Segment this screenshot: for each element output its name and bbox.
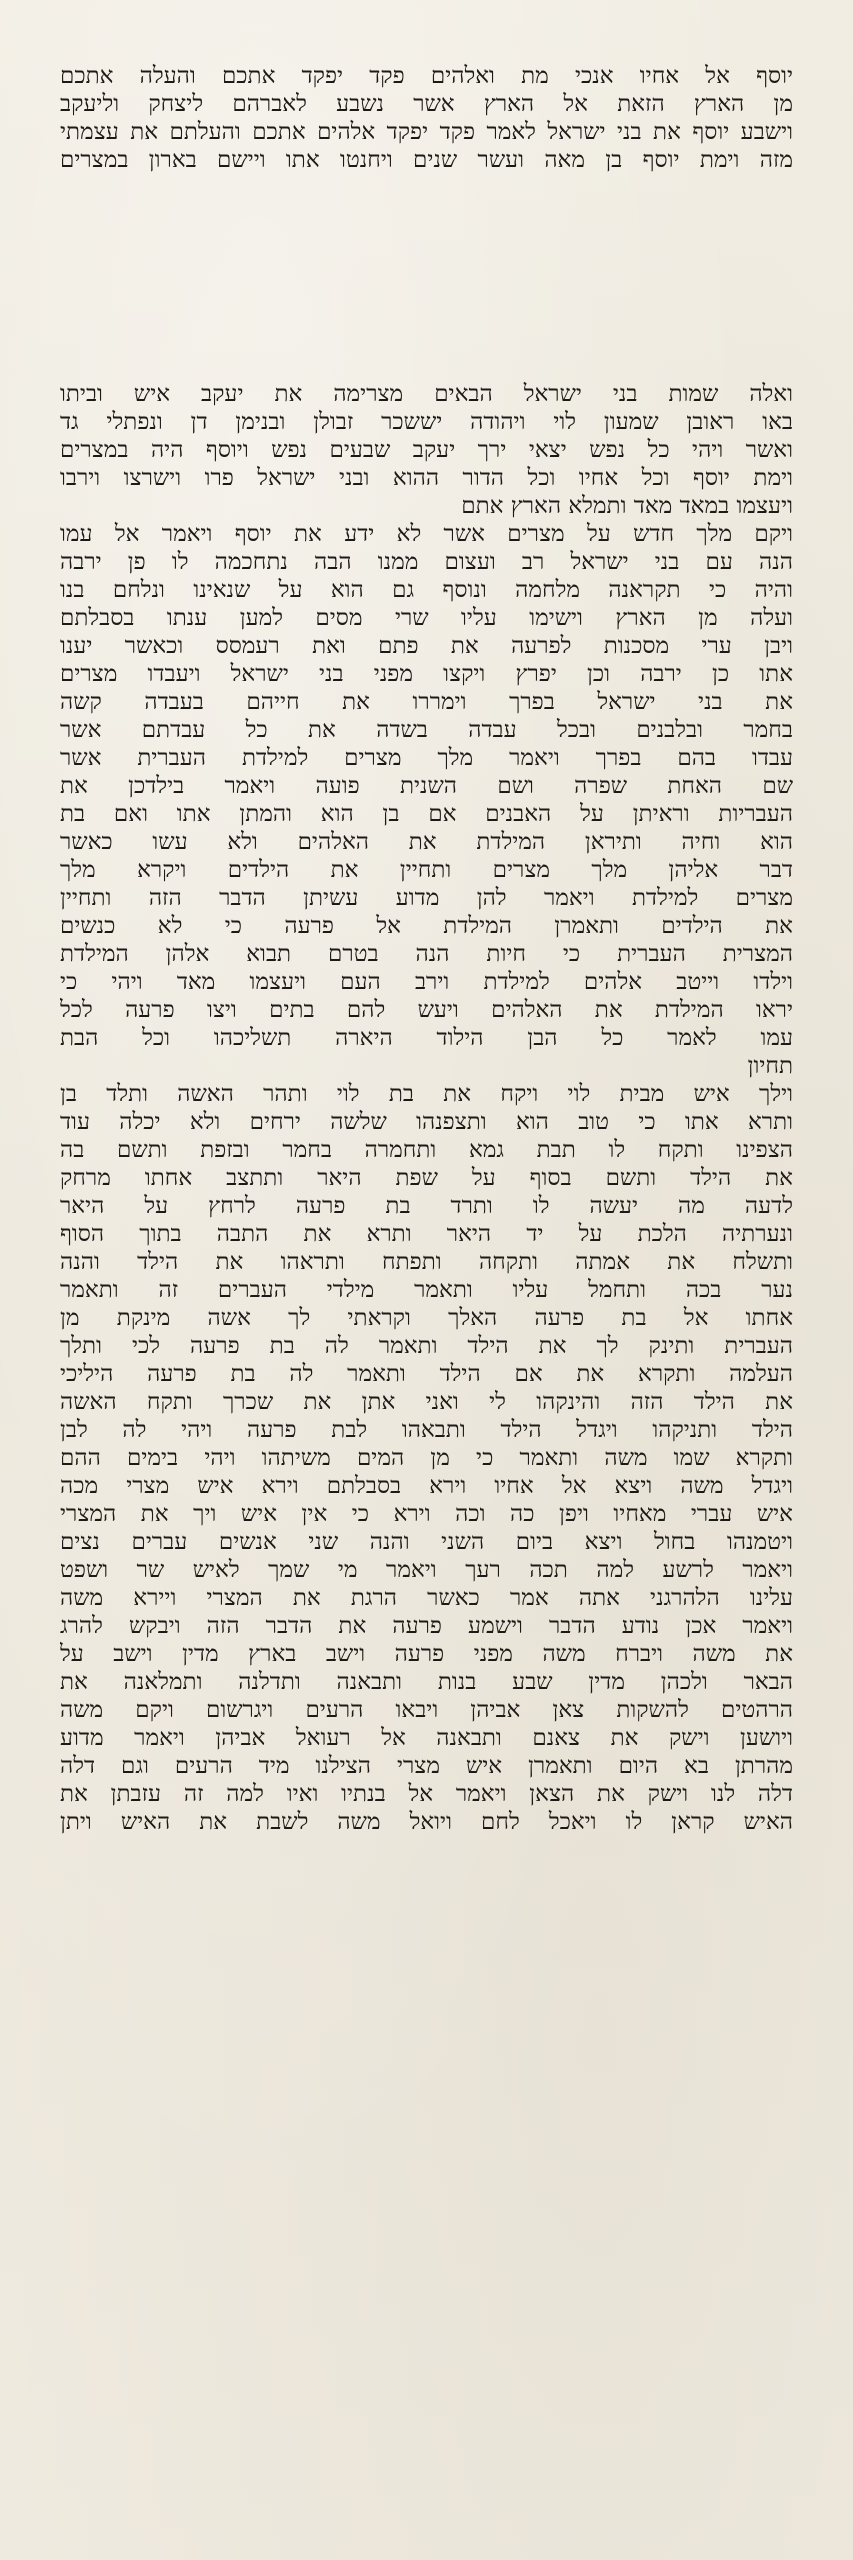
exodus-line: וימת יוסף וכל אחיו וכל הדור ההוא ובני ישראל פרו וישרצו וירבו bbox=[60, 465, 793, 491]
exodus-line: העבריות וראיתן על האבנים אם בן הוא והמתן אתו ואם בת bbox=[60, 801, 793, 827]
exodus-line: העברית ותינק לך את הילד ותאמר לה בת פרעה לכי ותלך bbox=[60, 1333, 793, 1359]
exodus-line: ויאמר לרשע למה תכה רעך ויאמר מי שמך לאיש שר ושפט bbox=[60, 1557, 793, 1583]
exodus-line: וילדו וייטב אלהים למילדת וירב העם ויעצמו מאד ויהי כי bbox=[60, 969, 793, 995]
exodus-line: המצרית העברית כי חיות הנה בטרם תבוא אלהן המילדת bbox=[60, 941, 793, 967]
exodus-line: ויושען וישק את צאנם ותבאנה אל רעואל אביהן ויאמר מדוע bbox=[60, 1725, 793, 1751]
exodus-line: ויעצמו במאד מאד ותמלא הארץ אתם bbox=[461, 493, 793, 519]
genesis-ending-text bbox=[60, 62, 793, 174]
exodus-line: איש עברי מאחיו ויפן כה וכה וירא כי אין איש ויך את המצרי bbox=[60, 1501, 793, 1527]
exodus-line: שם האחת שפרה ושם השנית פועה ויאמר בילדכן את bbox=[60, 773, 793, 799]
exodus-line: ועלה מן הארץ וישימו עליו שרי מסים למען ענתו בסבלתם bbox=[60, 605, 793, 631]
exodus-line: מצרים למילדת ויאמר להן מדוע עשיתן הדבר הזה ותחיין bbox=[60, 885, 793, 911]
exodus-line: אתו כן ירבה וכן יפרץ ויקצו מפני בני ישראל ויעבדו מצרים bbox=[60, 661, 793, 687]
exodus-line: לדעה מה יעשה לו ותרד בת פרעה לרחץ על היאר bbox=[60, 1193, 793, 1219]
exodus-line: וילך איש מבית לוי ויקח את בת לוי ותהר האשה ותלד בן bbox=[60, 1081, 793, 1107]
exodus-line: ויגדל משה ויצא אל אחיו וירא בסבלתם וירא איש מצרי מכה bbox=[60, 1473, 793, 1499]
exodus-line: יראו המילדת את האלהים ויעש להם בתים ויצו פרעה לכל bbox=[60, 997, 793, 1023]
exodus-line: ויאמר אכן נודע הדבר וישמע פרעה את הדבר הזה ויבקש להרג bbox=[60, 1613, 793, 1639]
exodus-line: הנה עם בני ישראל רב ועצום ממנו הבה נתחכמה לו פן ירבה bbox=[60, 549, 793, 575]
exodus-line: דבר אליהן מלך מצרים ותחיין את הילדים ויקרא מלך bbox=[60, 857, 793, 883]
exodus-line: את הילד ותשם בסוף על שפת היאר ותתצב אחתו מרחק bbox=[60, 1165, 793, 1191]
genesis-line: מזה וימת יוסף בן מאה ועשר שנים ויחנטו אתו ויישם בארון במצרים bbox=[60, 147, 793, 173]
exodus-line: ותשלח את אמתה ותקחה ותפתח ותראהו את הילד והנה bbox=[60, 1249, 793, 1275]
exodus-line: האיש קראן לו ויאכל לחם ויואל משה לשבת את האיש ויתן bbox=[60, 1809, 793, 1835]
genesis-line: מן הארץ הזאת אל הארץ אשר נשבע לאברהם ליצחק וליעקב bbox=[60, 91, 793, 117]
exodus-line: העלמה ותקרא את אם הילד ותאמר לה בת פרעה היליכי bbox=[60, 1361, 793, 1387]
exodus-line: תחיון bbox=[747, 1053, 793, 1079]
exodus-line: באו ראובן שמעון לוי ויהודה יששכר זבולן ובנימן דן ונפתלי גד bbox=[60, 409, 793, 435]
exodus-line: מהרתן בא היום ותאמרן איש מצרי הצילנו מיד הרעים וגם דלה bbox=[60, 1753, 793, 1779]
exodus-line: הוא וחיה ותיראן המילדת את האלהים ולא עשו כאשר bbox=[60, 829, 793, 855]
exodus-line: עלינו הלהרגני אתה אמר כאשר הרגת את המצרי ויירא משה bbox=[60, 1585, 793, 1611]
genesis-line: וישבע יוסף את בני ישראל לאמר פקד יפקד אלהים אתכם והעלתם את עצמתי bbox=[60, 119, 793, 145]
exodus-line: ואלה שמות בני ישראל הבאים מצרימה את יעקב איש וביתו bbox=[60, 381, 793, 407]
exodus-line: ויקם מלך חדש על מצרים אשר לא ידע את יוסף ויאמר אל עמו bbox=[60, 521, 793, 547]
exodus-line: דלה לנו וישק את הצאן ויאמר אל בנתיו ואיו למה זה עזבתן את bbox=[60, 1781, 793, 1807]
exodus-line: ותקרא שמו משה ותאמר כי מן המים משיתהו ויהי בימים ההם bbox=[60, 1445, 793, 1471]
exodus-line: עבדו בהם בפרך ויאמר מלך מצרים למילדת העברית אשר bbox=[60, 745, 793, 771]
exodus-line: עמו לאמר כל הבן הילוד היארה תשליכהו וכל הבת bbox=[60, 1025, 793, 1051]
exodus-line: ותרא אתו כי טוב הוא ותצפנהו שלשה ירחים ולא יכלה עוד bbox=[60, 1109, 793, 1135]
exodus-line: והיה כי תקראנה מלחמה ונוסף גם הוא על שנאינו ונלחם בנו bbox=[60, 577, 793, 603]
exodus-line: הצפינו ותקח לו תבת גמא ותחמרה בחמר ובזפת ותשם בה bbox=[60, 1137, 793, 1163]
exodus-line: את הילדים ותאמרן המילדת אל פרעה כי לא כנשים bbox=[60, 913, 793, 939]
exodus-line: הרהטים להשקות צאן אביהן ויבאו הרעים ויגרשום ויקם משה bbox=[60, 1697, 793, 1723]
exodus-line: ויטמנהו בחול ויצא ביום השני והנה שני אנשים עברים נצים bbox=[60, 1529, 793, 1555]
exodus-line: הבאר ולכהן מדין שבע בנות ותבאנה ותדלנה ותמלאנה את bbox=[60, 1669, 793, 1695]
exodus-opening-text bbox=[60, 380, 793, 1836]
exodus-line: את בני ישראל בפרך וימררו את חייהם בעבדה קשה bbox=[60, 689, 793, 715]
genesis-line: יוסף אל אחיו אנכי מת ואלהים פקד יפקד אתכם והעלה אתכם bbox=[60, 63, 793, 89]
exodus-line: ונערתיה הלכת על יד היאר ותרא את התבה בתוך הסוף bbox=[60, 1221, 793, 1247]
exodus-line: נער בכה ותחמל עליו ותאמר מילדי העברים זה ותאמר bbox=[60, 1277, 793, 1303]
exodus-line: ויבן ערי מסכנות לפרעה את פתם ואת רעמסס וכאשר יענו bbox=[60, 633, 793, 659]
exodus-line: אחתו אל בת פרעה האלך וקראתי לך אשה מינקת מן bbox=[60, 1305, 793, 1331]
exodus-line: את הילד הזה והינקהו לי ואני אתן את שכרך ותקח האשה bbox=[60, 1389, 793, 1415]
exodus-line: הילד ותניקהו ויגדל הילד ותבאהו לבת פרעה ויהי לה לבן bbox=[60, 1417, 793, 1443]
exodus-line: בחמר ובלבנים ובכל עבדה בשדה את כל עבדתם אשר bbox=[60, 717, 793, 743]
exodus-line: את משה ויברח משה מפני פרעה וישב בארץ מדין וישב על bbox=[60, 1641, 793, 1667]
exodus-line: ואשר ויהי כל נפש יצאי ירך יעקב שבעים נפש ויוסף היה במצרים bbox=[60, 437, 793, 463]
